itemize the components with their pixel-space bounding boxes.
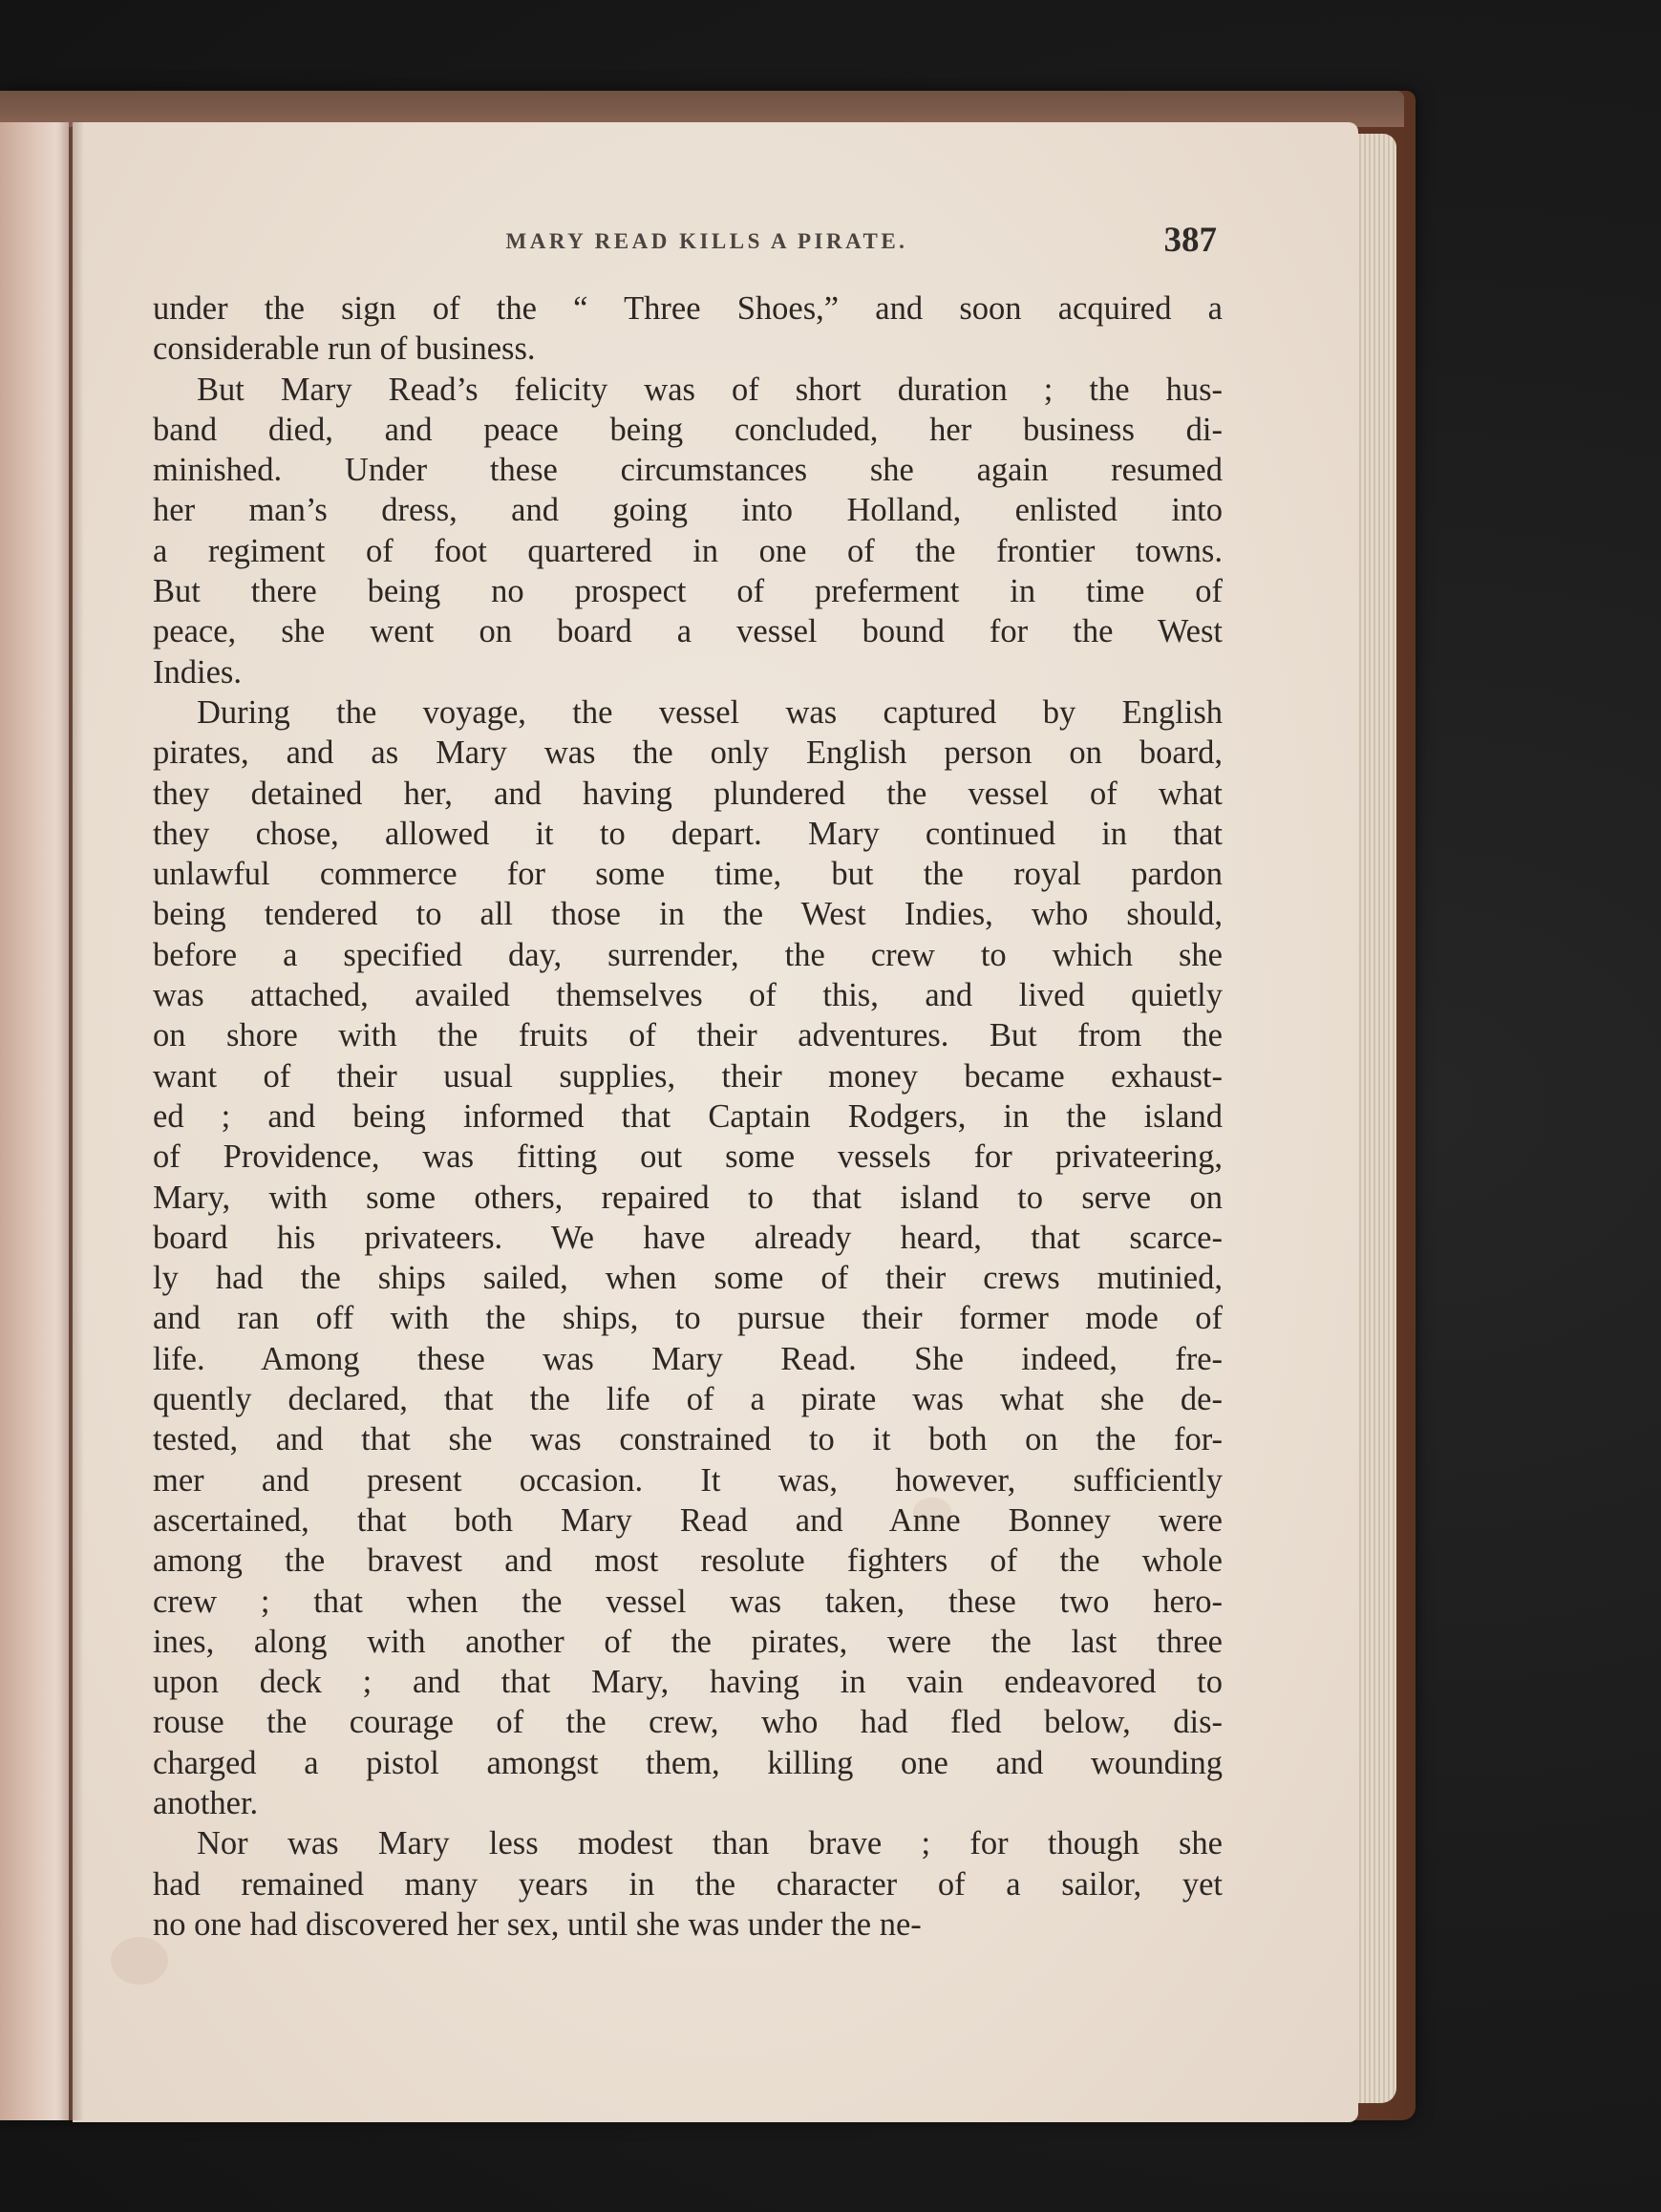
text-line: they chose, allowed it to depart. Mary continued in that: [153, 815, 1223, 852]
text-line: was attached, availed themselves of this, and lived quietly: [153, 977, 1223, 1014]
text-line: quently declared, that the life of a pirate was what she de-: [153, 1381, 1223, 1418]
text-line: want of their usual supplies, their money became exhaust-: [153, 1057, 1223, 1095]
paragraph: [153, 370, 1223, 692]
page-gutter: [59, 122, 84, 2120]
text-line: ly had the ships sailed, when some of their crews mutinied,: [153, 1260, 1223, 1297]
text-line: Indies.: [153, 653, 242, 691]
text-line: During the voyage, the vessel was captured by English: [197, 693, 1223, 731]
text-line: her man’s dress, and going into Holland, enlisted into: [153, 492, 1223, 529]
text-line: minished. Under these circumstances she again resumed: [153, 452, 1223, 489]
text-line: board his privateers. We have already heard, that scarce-: [153, 1219, 1223, 1256]
text-line: ed ; and being informed that Captain Rodgers, in the island: [153, 1097, 1223, 1135]
text-line: life. Among these was Mary Read. She indeed, fre-: [153, 1340, 1223, 1377]
text-line: mer and present occasion. It was, however, sufficiently: [153, 1461, 1223, 1499]
text-line: pirates, and as Mary was the only English person on board,: [153, 734, 1223, 772]
page-header: [153, 220, 1223, 277]
text-line: charged a pistol amongst them, killing one and wounding: [153, 1744, 1223, 1781]
text-line: unlawful commerce for some time, but the royal pardon: [153, 856, 1223, 893]
text-line: under the sign of the “ Three Shoes,” and soon acquired a: [153, 290, 1223, 327]
text-line: ines, along with another of the pirates, were the last three: [153, 1623, 1223, 1660]
paragraph: [153, 1823, 1223, 1945]
text-line: another.: [153, 1784, 259, 1821]
text-line: tested, and that she was constrained to it both on the for-: [153, 1421, 1223, 1458]
running-head: MARY READ KILLS A PIRATE.: [505, 229, 908, 253]
text-line: and ran off with the ships, to pursue their former mode of: [153, 1300, 1223, 1337]
body-text: [153, 288, 1223, 1945]
text-line: Mary, with some others, repaired to that island to serve on: [153, 1179, 1223, 1216]
text-line: Nor was Mary less modest than brave ; for though she: [197, 1825, 1223, 1862]
paragraph: [153, 692, 1223, 1823]
text-line: considerable run of business.: [153, 330, 536, 368]
text-line: being tendered to all those in the West Indies, who should,: [153, 896, 1223, 933]
text-line: upon deck ; and that Mary, having in vain endeavored to: [153, 1664, 1223, 1701]
text-line: they detained her, and having plundered the vessel of what: [153, 775, 1223, 812]
text-line: on shore with the fruits of their adventures. But from the: [153, 1017, 1223, 1054]
text-line: of Providence, was fitting out some vessels for privateering,: [153, 1138, 1223, 1176]
text-line: rouse the courage of the crew, who had fled below, dis-: [153, 1704, 1223, 1741]
text-line: band died, and peace being concluded, her business di-: [153, 411, 1223, 448]
text-line: a regiment of foot quartered in one of the frontier towns.: [153, 532, 1223, 569]
text-line: had remained many years in the character of a sailor, yet: [153, 1865, 1223, 1903]
paragraph: [153, 288, 1223, 370]
text-line: But Mary Read’s felicity was of short duration ; the hus-: [197, 371, 1223, 408]
text-line: But there being no prospect of preferment in time of: [153, 573, 1223, 610]
page-number: 387: [1163, 221, 1217, 260]
text-line: before a specified day, surrender, the crew to which she: [153, 936, 1223, 973]
text-line: among the bravest and most resolute fighters of the whole: [153, 1542, 1223, 1580]
page-content: [153, 220, 1223, 1945]
text-line: no one had discovered her sex, until she was under the ne-: [153, 1905, 922, 1943]
text-line: crew ; that when the vessel was taken, these two hero-: [153, 1583, 1223, 1620]
text-line: peace, she went on board a vessel bound for the West: [153, 613, 1223, 650]
text-line: ascertained, that both Mary Read and Anne Bonney were: [153, 1501, 1223, 1539]
